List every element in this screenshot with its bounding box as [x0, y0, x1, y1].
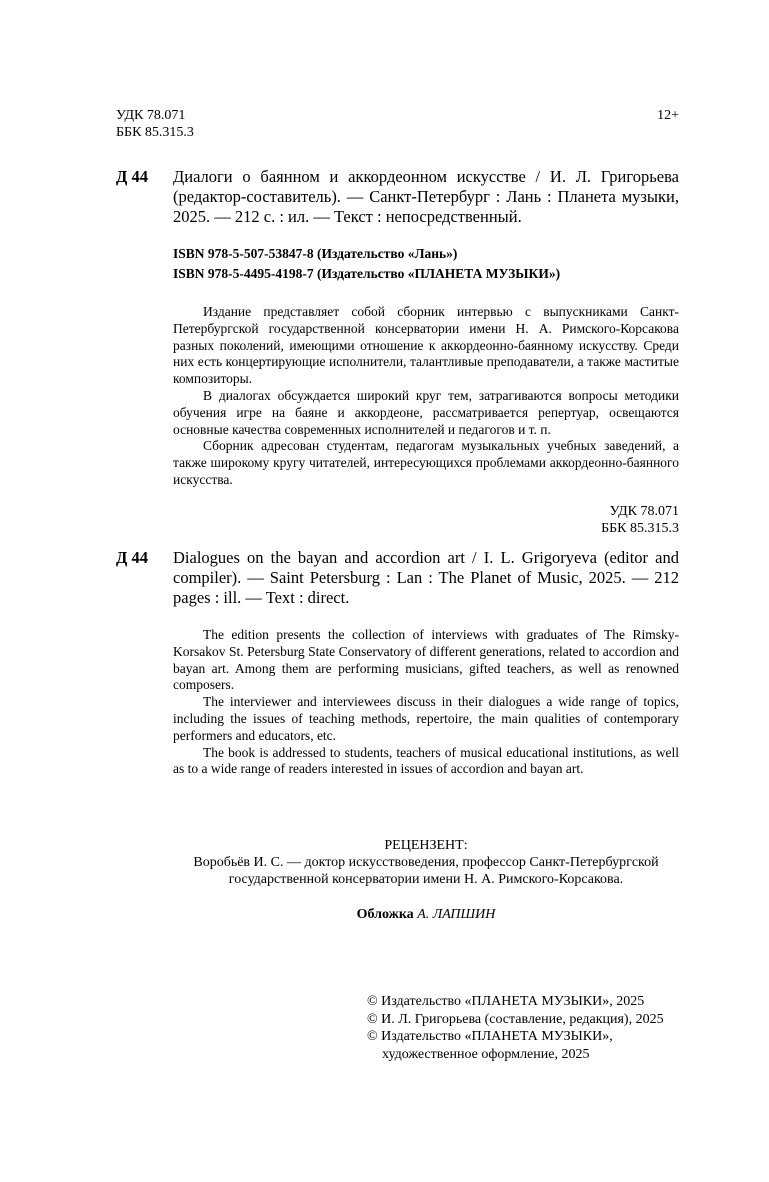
bbk-code: ББК 85.315.3 [116, 125, 194, 140]
abstract-paragraph: В диалогах обсуждается широкий круг тем, затрагиваются вопросы методики обучения игре на баяне и аккордеоне, рассматривается репертуар, освещаются основные качества современных исполнителей и педагогов и т. п. [173, 387, 679, 437]
copyright-line: художественное оформление, 2025 [382, 1046, 590, 1062]
isbn-planet: ISBN 978-5-4495-4198-7 (Издательство «ПЛАНЕТА МУЗЫКИ») [173, 266, 561, 281]
abstract-paragraph: Издание представляет собой сборник интервью с выпускниками Санкт-Петербургской государственной консерватории имени Н. А. Римского-Корсакова разных поколений, имеющими отношение к аккордеонно-баянному искусству. Среди них есть концертирующие исполнители, талантливые преподаватели, а также маститые композиторы. [173, 304, 679, 387]
abstract-paragraph: The edition presents the collection of interviews with graduates of The Rimsky-Korsakov St. Petersburg State Conservatory of different generations, related to accordion and bayan art. Among them are performing musicians, gifted teachers, as well as renowned composers. [173, 627, 679, 693]
bibliographic-entry-ru [116, 167, 679, 227]
copyright-line: © И. Л. Григорьева (составление, редакция), 2025 [367, 1011, 664, 1027]
abstract-ru [173, 304, 679, 489]
cover-label: Обложка [356, 907, 414, 922]
abstract-paragraph: The book is addressed to students, teachers of musical educational institutions, as well as to a wide range of readers interested in issues of accordion and bayan art. [173, 744, 679, 777]
author-sign: Д 44 [116, 548, 148, 567]
cover-credit [173, 906, 679, 923]
reviewer-line: государственной консерватории имени Н. А. Римского-Корсакова. [228, 872, 624, 887]
abstract-paragraph: Сборник адресован студентам, педагогам музыкальных учебных заведений, а также широкому кругу читателей, интересующихся проблемами аккордеонно-баянного искусства. [173, 438, 679, 487]
classification-block [116, 107, 194, 141]
classification-block-right [601, 503, 679, 537]
udk-code: УДК 78.071 [116, 108, 186, 123]
copyright-block [367, 993, 664, 1063]
abstract-paragraph: The interviewer and interviewees discuss in their dialogues a wide range of topics, including the issues of teaching methods, repertoire, the main qualities of contemporary performers and educators, etc. [173, 694, 679, 743]
bibliographic-description: Dialogues on the bayan and accordion art / I. L. Grigoryeva (editor and compiler). — Saint Petersburg : Lan : The Planet of Music, 2025. — 212 pages : ill. — Text : direct. [173, 548, 679, 607]
author-sign: Д 44 [116, 167, 148, 186]
copyright-line: © Издательство «ПЛАНЕТА МУЗЫКИ», [367, 1029, 613, 1044]
reviewer-heading: РЕЦЕНЗЕНТ: [384, 838, 468, 853]
reviewer-block [173, 837, 679, 888]
isbn-block [173, 244, 560, 284]
cover-artist: А. ЛАПШИН [417, 907, 496, 922]
bibliographic-entry-en [116, 548, 679, 608]
isbn-lan: ISBN 978-5-507-53847-8 (Издательство «Лань») [173, 246, 458, 261]
age-rating: 12+ [657, 108, 679, 123]
bibliographic-description: Диалоги о баянном и аккордеонном искусстве / И. Л. Григорьева (редактор-составитель). — Санкт-Петербург : Лань : Планета музыки, 2025. — 212 с. : ил. — Текст : непосредственный. [173, 167, 679, 226]
udk-code: УДК 78.071 [609, 504, 679, 519]
bbk-code: ББК 85.315.3 [601, 521, 679, 536]
reviewer-line: Воробьёв И. С. — доктор искусствоведения, профессор Санкт-Петербургской [193, 855, 659, 870]
abstract-en [173, 627, 679, 778]
copyright-line: © Издательство «ПЛАНЕТА МУЗЫКИ», 2025 [367, 994, 645, 1009]
